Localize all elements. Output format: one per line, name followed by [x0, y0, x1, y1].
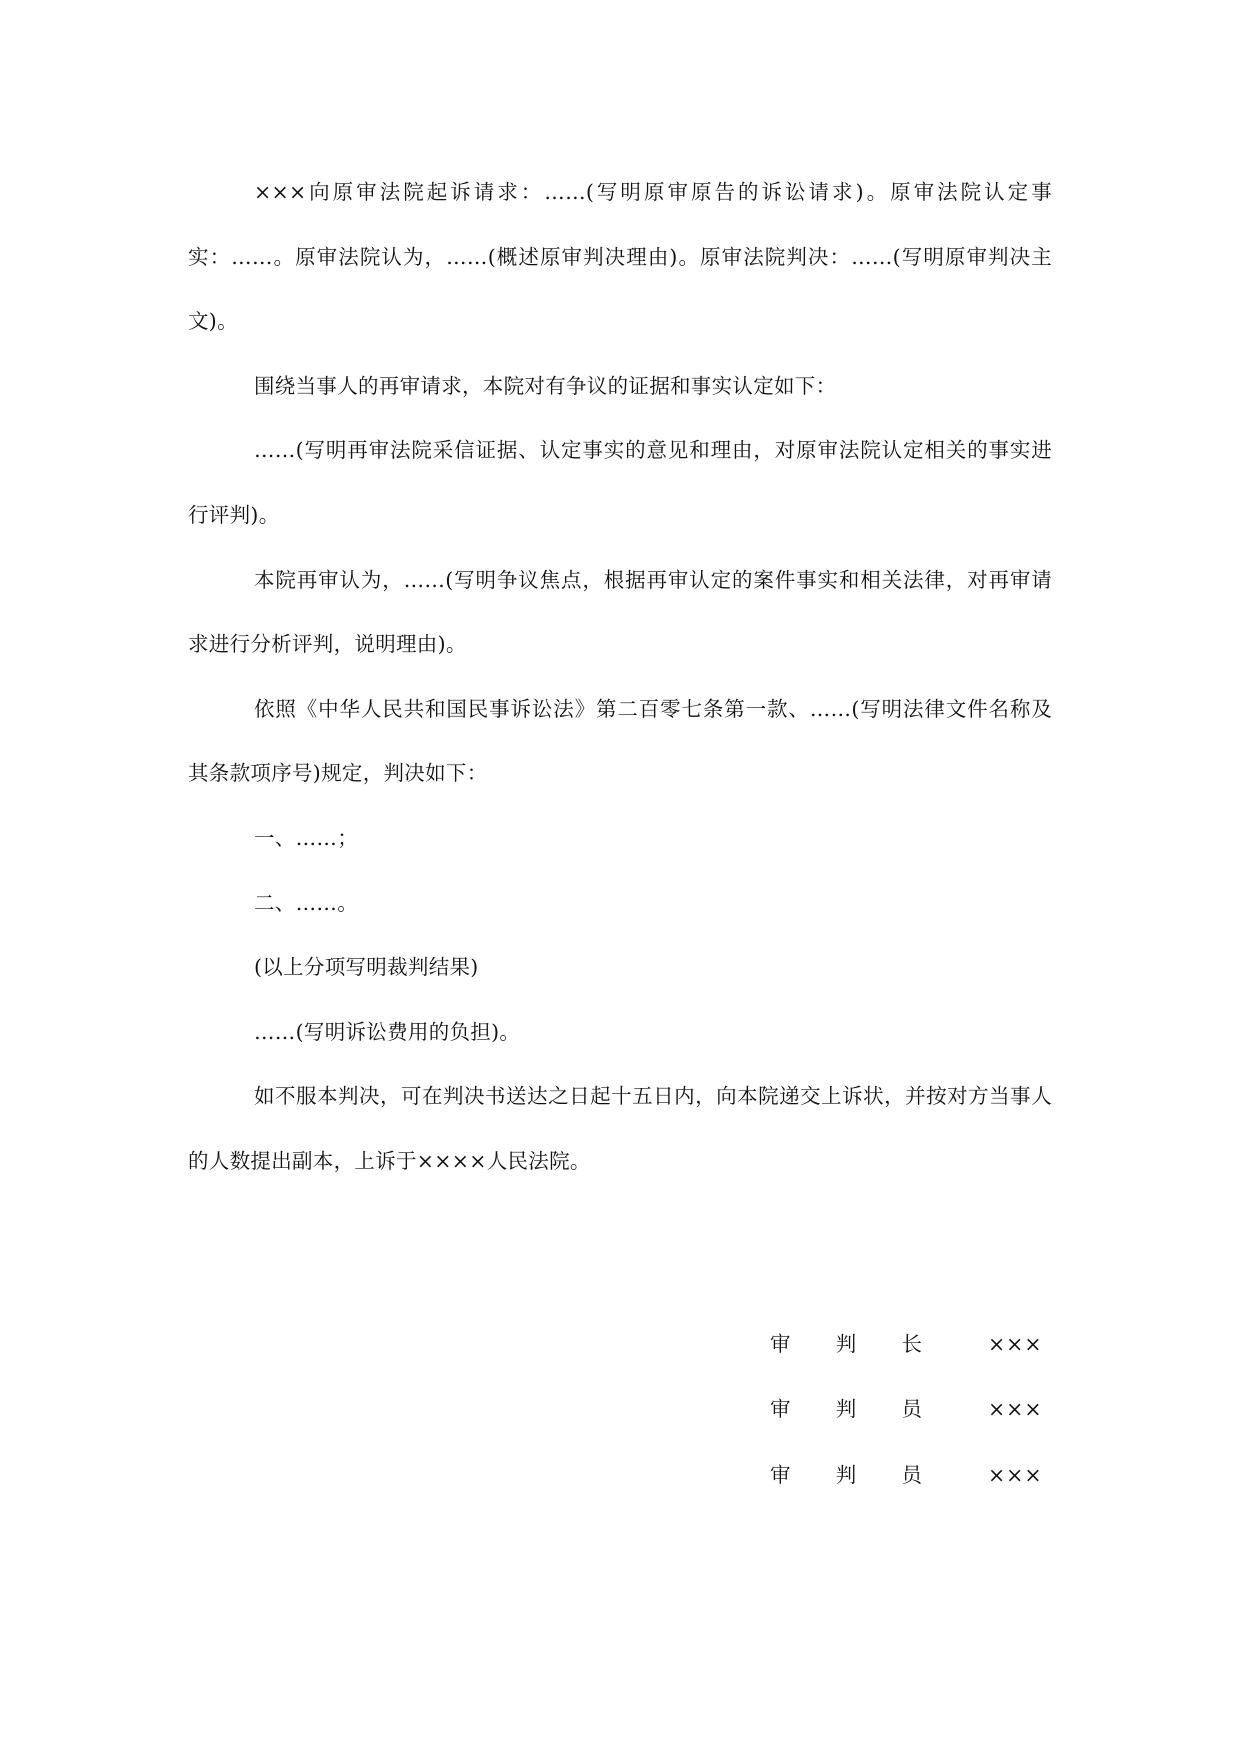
signature-row-judge-1: [770, 1397, 1060, 1462]
signature-role: 审 判 员: [770, 1462, 922, 1487]
signature-role: 审 判 长: [770, 1332, 922, 1356]
signature-role: 审 判 员: [770, 1397, 922, 1422]
judgment-item-2: 二、……。: [254, 890, 358, 915]
signature-block: [770, 1332, 1060, 1528]
signature-row-judge-2: [770, 1463, 1060, 1528]
paragraph-court-opinion: 本院再审认为，……(写明争议焦点，根据再审认定的案件事实和相关法律，对再审请求进行分析评判，说明理由)。: [188, 567, 1052, 657]
signature-row-presiding-judge: [770, 1332, 1060, 1397]
paragraph-appeal-notice: 如不服本判决，可在判决书送达之日起十五日内，向本院递交上诉状，并按对方当事人的人数提出副本，上诉于××××人民法院。: [188, 1084, 1052, 1173]
paragraph-original-trial: ×××向原审法院起诉请求：……(写明原审原告的诉讼请求)。原审法院认定事实：……。原审法院认为，……(概述原审判决理由)。原审法院判决：……(写明原审判决主文)。: [188, 180, 1052, 334]
paragraph-legal-basis: 依照《中华人民共和国民事诉讼法》第二百零七条第一款、……(写明法律文件名称及其条款项序号)规定，判决如下：: [188, 696, 1052, 786]
signature-name: ×××: [988, 1462, 1043, 1487]
judgment-body: [188, 160, 1052, 1194]
paragraph-retrial-intro: 围绕当事人的再审请求，本院对有争议的证据和事实认定如下：: [254, 373, 837, 398]
signature-name: ×××: [988, 1397, 1043, 1422]
judgment-items-note: (以上分项写明裁判结果): [254, 955, 479, 980]
judgment-item-1: 一、……；: [254, 825, 358, 850]
signature-name: ×××: [988, 1332, 1043, 1356]
paragraph-litigation-costs: ……(写明诉讼费用的负担)。: [254, 1019, 521, 1044]
paragraph-evidence: ……(写明再审法院采信证据、认定事实的意见和理由，对原审法院认定相关的事实进行评判)。: [188, 438, 1052, 527]
